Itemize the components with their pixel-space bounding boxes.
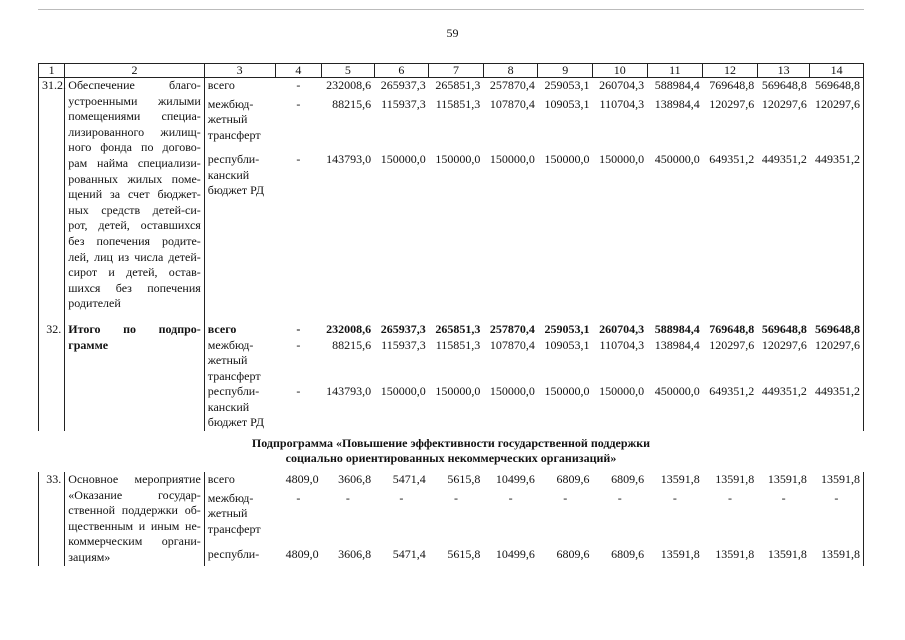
- table-row: [39, 472, 864, 491]
- header-cell: 6: [374, 64, 429, 78]
- value-cell: 150000,0: [599, 151, 645, 166]
- value-cell: 449351,2: [810, 152, 864, 312]
- value-cell: 257870,4: [489, 321, 535, 336]
- value-cell: 13591,8: [810, 547, 864, 566]
- dash-cell: -: [296, 151, 301, 166]
- value-cell: 260704,3: [599, 321, 645, 336]
- header-cell: 8: [483, 64, 538, 78]
- value-cell: 150000,0: [544, 151, 590, 166]
- row-title: Основное мероприятие «Оказание государ-ственной поддержки об-щественным и иным не-коммерческим органи-зациям»: [65, 472, 205, 566]
- value-cell: 265937,3: [380, 78, 426, 92]
- header-cell: 14: [810, 64, 864, 78]
- value-cell: 120297,6: [709, 337, 755, 352]
- header-cell: 2: [65, 64, 205, 78]
- value-cell: 13591,8: [660, 546, 700, 561]
- value-cell: 107870,4: [489, 96, 535, 111]
- value-cell: 10499,6: [495, 546, 535, 561]
- value-cell: 6809,6: [611, 546, 645, 561]
- value-cell: 588984,4: [654, 78, 700, 92]
- value-cell: 143793,0: [326, 151, 372, 166]
- header-cell: 3: [204, 64, 275, 78]
- dash-cell: -: [508, 490, 513, 505]
- header-cell: 4: [275, 64, 322, 78]
- value-cell: 88215,6: [332, 96, 372, 111]
- value-cell: 3606,8: [338, 546, 372, 561]
- dash-cell: -: [296, 96, 301, 111]
- value-cell: 13591,8: [715, 472, 755, 487]
- value-cell: 450000,0: [654, 384, 700, 399]
- header-cell: 9: [538, 64, 593, 78]
- value-cell: 150000,0: [380, 151, 426, 166]
- value-cell: 3606,8: [338, 472, 372, 487]
- value-cell: 143793,0: [326, 384, 372, 399]
- table-row: [39, 78, 864, 97]
- value-cell: 6809,6: [556, 546, 590, 561]
- value-cell: 115937,3: [381, 337, 426, 352]
- value-cell: 115851,3: [435, 337, 481, 352]
- value-cell: 232008,6: [326, 321, 372, 336]
- subprogram-heading-row: [39, 431, 864, 472]
- dash-cell: -: [399, 490, 404, 505]
- table-row: [39, 322, 864, 338]
- value-cell: 449351,2: [761, 384, 807, 399]
- value-cell: 120297,6: [761, 337, 807, 352]
- value-cell: 265851,3: [435, 78, 481, 92]
- value-cell: 120297,6: [810, 97, 864, 152]
- spacer-row: [39, 312, 864, 322]
- value-cell: 5615,8: [447, 546, 481, 561]
- value-cell: 115851,3: [435, 96, 481, 111]
- value-cell: 257870,4: [489, 78, 535, 92]
- header-row: [39, 64, 864, 78]
- header-cell: 1: [39, 64, 65, 78]
- value-cell: 569648,8: [810, 78, 864, 97]
- value-cell: 769648,8: [709, 78, 755, 92]
- funding-source: республи-канский бюджет РД: [204, 384, 275, 431]
- value-cell: 260704,3: [599, 78, 645, 92]
- value-cell: 120297,6: [761, 96, 807, 111]
- value-cell: 769648,8: [709, 321, 755, 336]
- dash-cell: -: [296, 337, 301, 352]
- dash-cell: -: [563, 490, 568, 505]
- funding-source: республи-: [204, 547, 275, 566]
- value-cell: 13591,8: [660, 472, 700, 487]
- funding-source: межбюд-жетный трансферт: [204, 338, 275, 385]
- funding-source: всего: [204, 322, 275, 338]
- value-cell: 265937,3: [380, 321, 426, 336]
- subprogram-heading-line1: Подпрограмма «Повышение эффективности государственной поддержки: [251, 436, 651, 451]
- page-number: 59: [446, 26, 459, 40]
- dash-cell: -: [296, 321, 301, 336]
- value-cell: 450000,0: [654, 151, 700, 166]
- value-cell: 115937,3: [381, 96, 426, 111]
- dash-cell: -: [296, 490, 301, 505]
- value-cell: 109053,1: [544, 337, 590, 352]
- funding-source: всего: [204, 472, 275, 491]
- value-cell: 569648,8: [761, 321, 807, 336]
- value-cell: 232008,6: [326, 78, 372, 92]
- value-cell: 588984,4: [654, 321, 700, 336]
- value-cell: 150000,0: [599, 384, 645, 399]
- value-cell: 259053,1: [544, 78, 590, 92]
- row-index: 33.: [39, 472, 65, 566]
- value-cell: 13591,8: [767, 546, 807, 561]
- header-cell: 12: [703, 64, 758, 78]
- value-cell: 107870,4: [489, 337, 535, 352]
- dash-cell: -: [296, 78, 301, 92]
- value-cell: 120297,6: [810, 338, 864, 385]
- value-cell: 150000,0: [380, 384, 426, 399]
- row-title: Обеспечение благо-устроенными жилыми помещениями специа-лизированного жилищ-ного фонда по догово-рам найма специализи-рованных жилых поме-щений за счет бюджет-ных средств детей-си-рот, детей, оставшихся без попечения родите-лей, лиц из числа детей-сирот и детей, остав-шихся без попечения родителей: [65, 78, 205, 312]
- row-title: Итого по подпро-грамме: [65, 322, 205, 431]
- dash-cell: -: [672, 490, 677, 505]
- value-cell: 4809,0: [285, 472, 319, 487]
- value-cell: 109053,1: [544, 96, 590, 111]
- subprogram-heading-line2: социально ориентированных некоммерческих организаций»: [285, 451, 617, 466]
- value-cell: 259053,1: [544, 321, 590, 336]
- value-cell: 649351,2: [709, 384, 755, 399]
- value-cell: 569648,8: [810, 322, 864, 338]
- header-cell: 13: [757, 64, 810, 78]
- value-cell: 5471,4: [392, 472, 426, 487]
- value-cell: 5615,8: [447, 472, 481, 487]
- dash-cell: -: [617, 490, 622, 505]
- value-cell: 150000,0: [435, 151, 481, 166]
- header-cell: 10: [593, 64, 648, 78]
- value-cell: 6809,6: [556, 472, 590, 487]
- value-cell: 649351,2: [709, 151, 755, 166]
- funding-source: республи-канский бюджет РД: [204, 152, 275, 312]
- value-cell: 138984,4: [654, 337, 700, 352]
- funding-source: межбюд-жетный трансферт: [204, 491, 275, 547]
- value-cell: 265851,3: [435, 321, 481, 336]
- dash-cell: -: [345, 490, 350, 505]
- funding-source: всего: [204, 78, 275, 97]
- value-cell: 150000,0: [489, 151, 535, 166]
- value-cell: 150000,0: [544, 384, 590, 399]
- value-cell: 13591,8: [715, 546, 755, 561]
- value-cell: 138984,4: [654, 96, 700, 111]
- value-cell: 10499,6: [495, 472, 535, 487]
- value-cell: 5471,4: [392, 546, 426, 561]
- header-cell: 5: [322, 64, 375, 78]
- value-cell: 449351,2: [810, 384, 864, 431]
- value-cell: 88215,6: [332, 337, 372, 352]
- row-index: 32.: [39, 322, 65, 431]
- value-cell: 449351,2: [761, 151, 807, 166]
- dash-cell: -: [810, 491, 864, 547]
- dash-cell: -: [296, 384, 301, 399]
- budget-table: [38, 63, 864, 566]
- subprogram-heading: [39, 431, 864, 472]
- value-cell: 569648,8: [761, 78, 807, 92]
- header-cell: 11: [647, 64, 703, 78]
- value-cell: 120297,6: [709, 96, 755, 111]
- value-cell: 6809,6: [611, 472, 645, 487]
- dash-cell: -: [781, 490, 786, 505]
- row-index: 31.2.: [39, 78, 65, 312]
- value-cell: 4809,0: [285, 546, 319, 561]
- value-cell: 150000,0: [435, 384, 481, 399]
- value-cell: 13591,8: [810, 472, 864, 491]
- funding-source: межбюд-жетный трансферт: [204, 97, 275, 152]
- top-divider: [38, 9, 864, 10]
- value-cell: 110704,3: [599, 96, 645, 111]
- value-cell: 13591,8: [767, 472, 807, 487]
- dash-cell: -: [727, 490, 732, 505]
- header-cell: 7: [429, 64, 484, 78]
- dash-cell: -: [454, 490, 459, 505]
- value-cell: 110704,3: [599, 337, 645, 352]
- value-cell: 150000,0: [489, 384, 535, 399]
